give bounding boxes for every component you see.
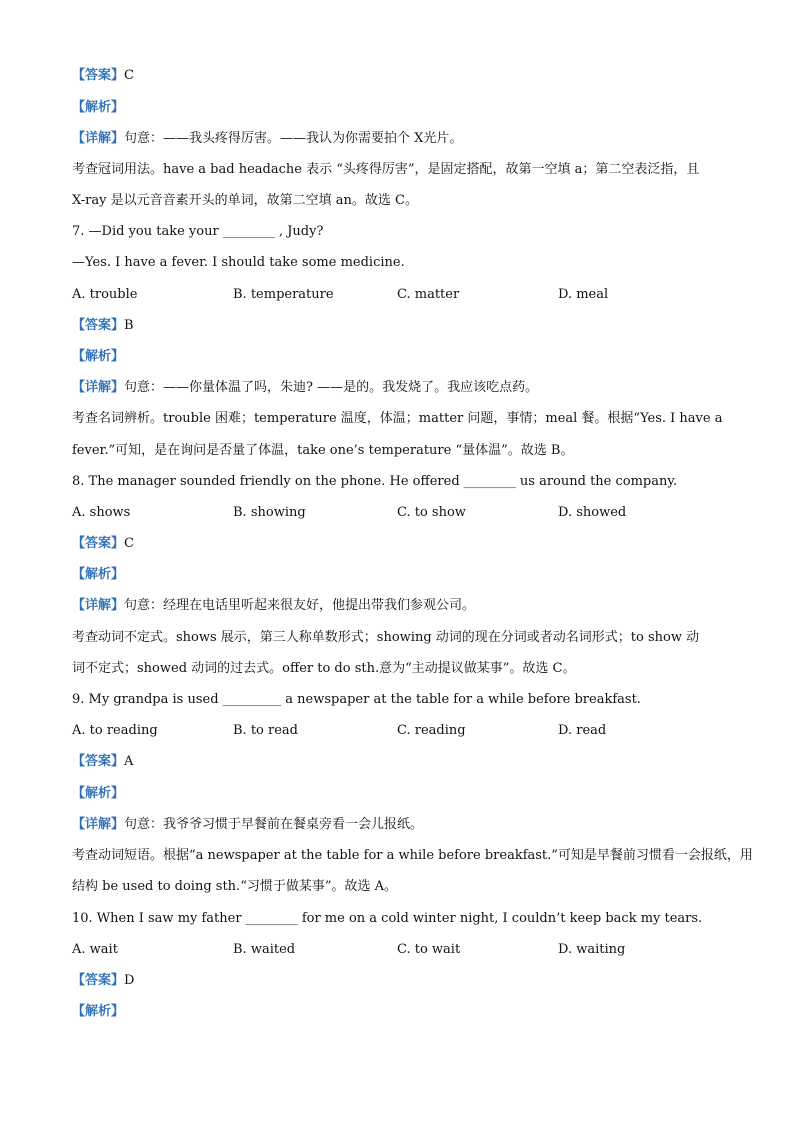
detail-text: 句意：——你量体温了吗，朱迪? ——是的。我发烧了。我应该吃点药。 [124,380,539,395]
q10-option-d: D. waiting [558,942,626,957]
q8-option-b: B. showing [233,505,306,520]
analysis-label: 【解析】 [72,100,125,115]
q8-option-d: D. showed [558,505,627,520]
q8-explain-2: 词不定式；showed 动词的过去式。offer to do sth.意为“主动提议做某事”。故选 C。 [72,661,576,676]
analysis-label: 【解析】 [72,1004,125,1019]
q9-answer [72,753,724,771]
analysis-label: 【解析】 [72,567,125,582]
q6-explain-2: X-ray 是以元音音素开头的单词，故第二空填 an。故选 C。 [72,193,418,208]
q9-detail [72,816,724,834]
q10-analysis [72,1003,724,1021]
answer-value: D [124,973,135,988]
q9-explain-2: 结构 be used to doing sth.“习惯于做某事”。故选 A。 [72,879,398,894]
detail-text: 句意：我爷爷习惯于早餐前在餐桌旁看一会儿报纸。 [124,817,424,832]
detail-label: 【详解】 [72,817,125,832]
detail-text: 句意：——我头疼得厉害。——我认为你需要拍个 X光片。 [124,131,463,146]
q9-option-d: D. read [558,723,607,738]
q7-analysis [72,348,724,366]
q9-option-c: C. reading [397,723,466,738]
q10-stem-1: 10. When I saw my father ________ for me on a cold winter night, I couldn’t keep back my tears. [72,911,703,926]
answer-value: B [124,318,134,333]
q6-explain-1: 考查冠词用法。have a bad headache 表示 “头疼得厉害”，是固定搭配，故第一空填 a；第二空表泛指，且 [72,162,700,177]
q7-option-d: D. meal [558,287,609,302]
q7-option-c: C. matter [397,287,460,302]
q8-analysis [72,566,724,584]
analysis-label: 【解析】 [72,786,125,801]
q8-explain-1: 考查动词不定式。shows 展示，第三人称单数形式；showing 动词的现在分词或者动名词形式；to show 动 [72,630,700,645]
q9-option-b: B. to read [233,723,298,738]
analysis-label: 【解析】 [72,349,125,364]
q8-detail [72,597,724,615]
q10-answer [72,972,724,990]
answer-value: A [124,754,134,769]
answer-value: C [124,68,134,83]
q8-answer [72,535,724,553]
detail-text: 句意：经理在电话里听起来很友好，他提出带我们参观公司。 [124,598,476,613]
detail-label: 【详解】 [72,131,125,146]
detail-label: 【详解】 [72,598,125,613]
answer-label: 【答案】 [72,754,125,769]
q7-stem-2: —Yes. I have a fever. I should take some medicine. [72,255,405,270]
q7-detail [72,379,724,397]
q9-option-a: A. to reading [72,723,158,738]
q8-stem-1: 8. The manager sounded friendly on the phone. He offered ________ us around the company. [72,474,678,489]
q10-option-a: A. wait [72,942,118,957]
answer-label: 【答案】 [72,318,125,333]
q9-analysis [72,785,724,803]
q10-option-b: B. waited [233,942,296,957]
answer-label: 【答案】 [72,68,125,83]
q10-option-c: C. to wait [397,942,461,957]
q9-explain-1: 考查动词短语。根据“a newspaper at the table for a while before breakfast.”可知是早餐前习惯看一会报纸，用 [72,848,753,863]
q7-answer [72,317,724,335]
q7-option-a: A. trouble [72,287,138,302]
detail-label: 【详解】 [72,380,125,395]
q7-explain-1: 考查名词辨析。trouble 困难；temperature 温度，体温；matter 问题，事情；meal 餐。根据“Yes. I have a [72,411,723,426]
answer-label: 【答案】 [72,973,125,988]
answer-value: C [124,536,134,551]
q7-explain-2: fever.”可知，是在询问是否量了体温，take one’s temperature “量体温”。故选 B。 [72,443,574,458]
q7-option-b: B. temperature [233,287,334,302]
q8-option-a: A. shows [72,505,131,520]
q7-stem-1: 7. —Did you take your ________ , Judy? [72,224,324,239]
q6-detail [72,130,724,148]
q9-stem-1: 9. My grandpa is used _________ a newspaper at the table for a while before breakfast. [72,692,641,707]
q6-answer [72,67,724,85]
q8-option-c: C. to show [397,505,466,520]
q6-analysis [72,99,724,117]
answer-label: 【答案】 [72,536,125,551]
